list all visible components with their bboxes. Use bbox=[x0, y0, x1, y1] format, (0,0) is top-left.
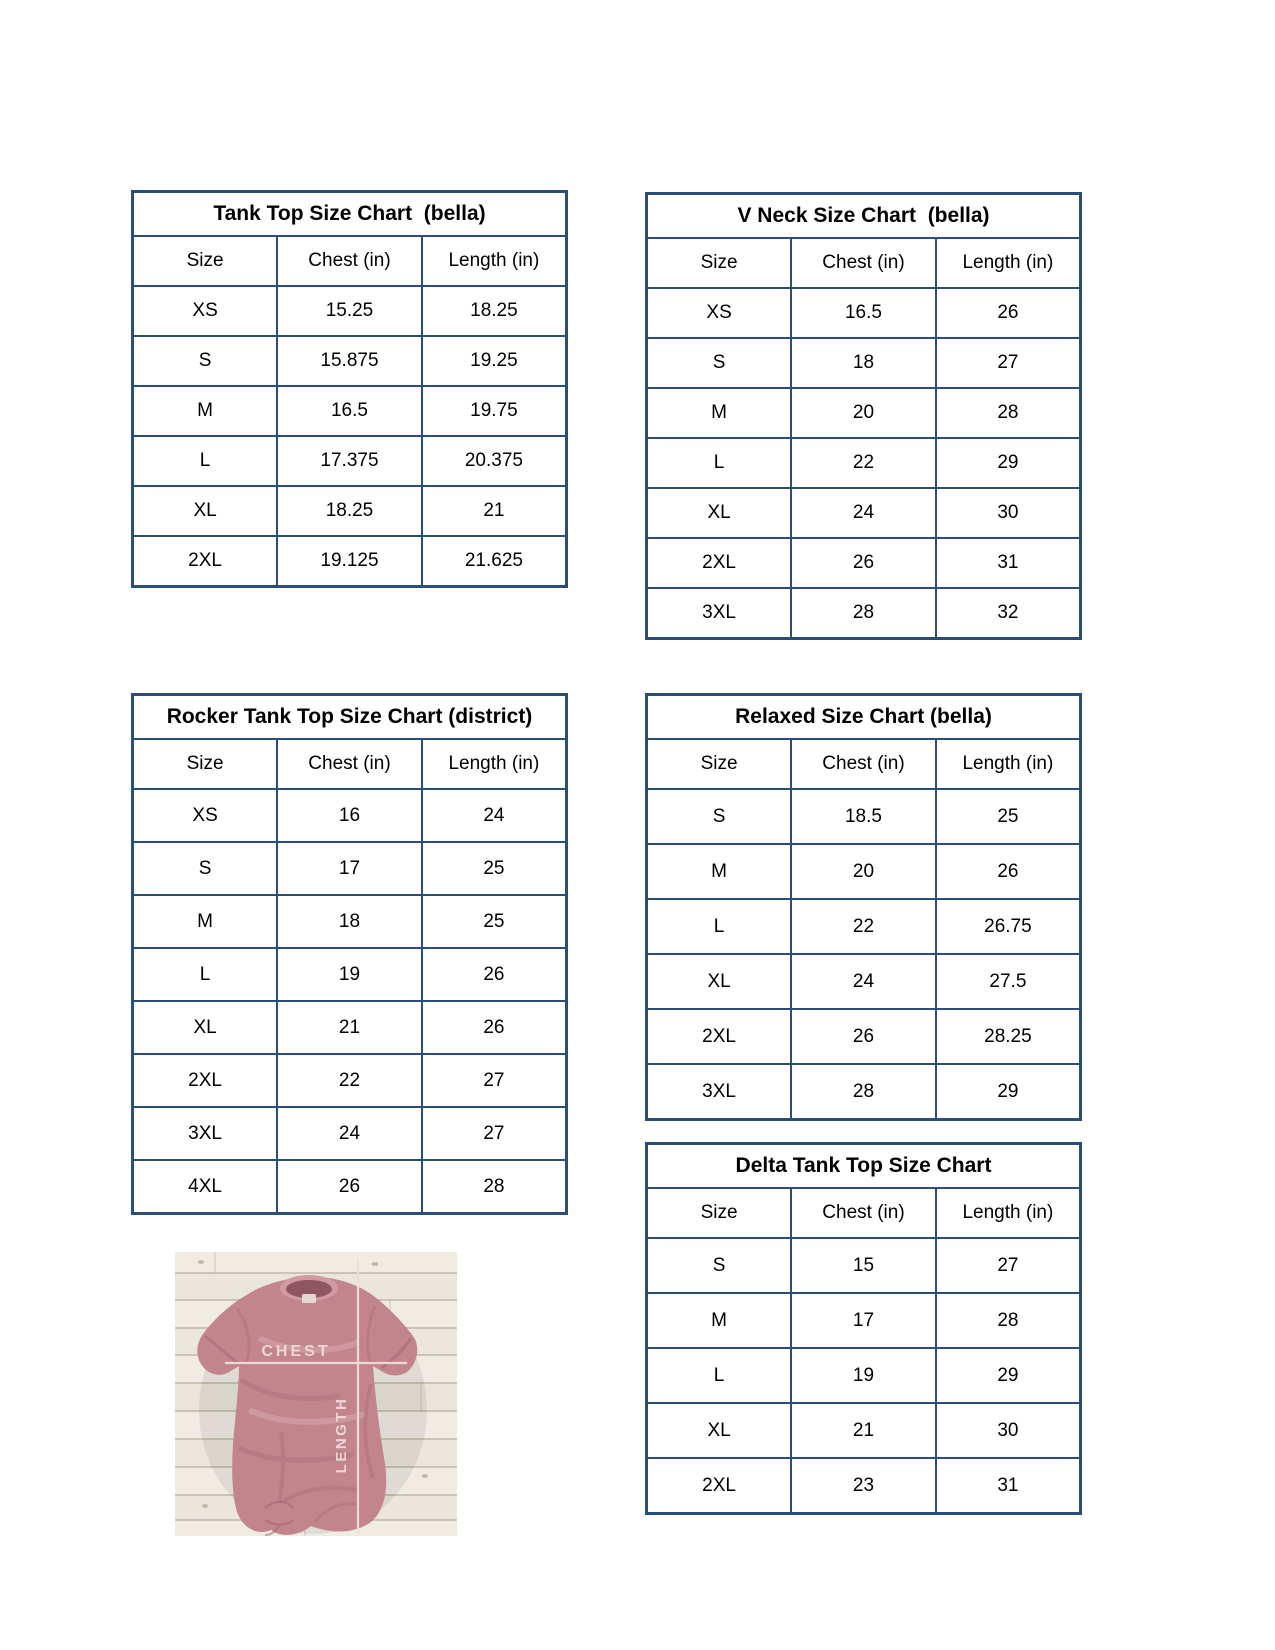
cell-length: 27 bbox=[422, 1054, 567, 1107]
cell-length: 19.75 bbox=[422, 386, 567, 436]
table-row bbox=[647, 338, 1081, 388]
table-title: Delta Tank Top Size Chart bbox=[647, 1144, 1081, 1189]
table-title-row bbox=[647, 194, 1081, 239]
cell-length: 32 bbox=[936, 588, 1081, 639]
column-header-chest: Chest (in) bbox=[277, 739, 422, 789]
cell-size: S bbox=[647, 1238, 792, 1293]
column-header-length: Length (in) bbox=[422, 236, 567, 286]
cell-length: 30 bbox=[936, 1403, 1081, 1458]
cell-size: XL bbox=[647, 488, 792, 538]
cell-size: 2XL bbox=[133, 536, 278, 587]
cell-length: 28 bbox=[936, 388, 1081, 438]
cell-chest: 23 bbox=[791, 1458, 936, 1514]
cell-size: S bbox=[133, 842, 278, 895]
cell-chest: 24 bbox=[277, 1107, 422, 1160]
column-header-length: Length (in) bbox=[422, 739, 567, 789]
table-row bbox=[133, 842, 567, 895]
cell-size: 3XL bbox=[647, 1064, 792, 1120]
cell-length: 27 bbox=[422, 1107, 567, 1160]
cell-chest: 19.125 bbox=[277, 536, 422, 587]
table-title: Tank Top Size Chart (bella) bbox=[133, 192, 567, 237]
column-header-size: Size bbox=[647, 1188, 792, 1238]
cell-length: 26 bbox=[422, 948, 567, 1001]
cell-chest: 19 bbox=[791, 1348, 936, 1403]
cell-size: 2XL bbox=[133, 1054, 278, 1107]
table-row bbox=[133, 1054, 567, 1107]
cell-size: L bbox=[133, 436, 278, 486]
cell-length: 26 bbox=[936, 844, 1081, 899]
cell-chest: 15 bbox=[791, 1238, 936, 1293]
cell-chest: 16 bbox=[277, 789, 422, 842]
cell-size: M bbox=[133, 895, 278, 948]
cell-length: 21 bbox=[422, 486, 567, 536]
column-header-length: Length (in) bbox=[936, 1188, 1081, 1238]
cell-length: 27 bbox=[936, 1238, 1081, 1293]
column-header-size: Size bbox=[133, 236, 278, 286]
cell-length: 25 bbox=[422, 842, 567, 895]
table-row bbox=[647, 538, 1081, 588]
cell-length: 30 bbox=[936, 488, 1081, 538]
cell-length: 27.5 bbox=[936, 954, 1081, 1009]
column-header-size: Size bbox=[133, 739, 278, 789]
table-title-row bbox=[133, 192, 567, 237]
neck-tag bbox=[302, 1294, 316, 1303]
cell-chest: 21 bbox=[277, 1001, 422, 1054]
cell-size: S bbox=[133, 336, 278, 386]
cell-size: L bbox=[647, 438, 792, 488]
cell-length: 21.625 bbox=[422, 536, 567, 587]
table-header-row bbox=[133, 236, 567, 286]
column-header-size: Size bbox=[647, 739, 792, 789]
table-row bbox=[133, 536, 567, 587]
cell-length: 24 bbox=[422, 789, 567, 842]
cell-length: 18.25 bbox=[422, 286, 567, 336]
size-table-relaxed bbox=[645, 693, 1082, 1121]
cell-size: S bbox=[647, 338, 792, 388]
cell-chest: 19 bbox=[277, 948, 422, 1001]
cell-chest: 21 bbox=[791, 1403, 936, 1458]
cell-size: XS bbox=[647, 288, 792, 338]
cell-length: 25 bbox=[422, 895, 567, 948]
cell-chest: 20 bbox=[791, 388, 936, 438]
table-row bbox=[133, 1107, 567, 1160]
table-row bbox=[647, 1238, 1081, 1293]
cell-size: 2XL bbox=[647, 1458, 792, 1514]
cell-chest: 15.875 bbox=[277, 336, 422, 386]
table-title: Rocker Tank Top Size Chart (district) bbox=[133, 695, 567, 740]
table-row bbox=[133, 436, 567, 486]
cell-chest: 18.25 bbox=[277, 486, 422, 536]
table-row bbox=[133, 1001, 567, 1054]
table-title: V Neck Size Chart (bella) bbox=[647, 194, 1081, 239]
table-row bbox=[647, 488, 1081, 538]
cell-size: XS bbox=[133, 286, 278, 336]
cell-size: S bbox=[647, 789, 792, 844]
table-header-row bbox=[647, 739, 1081, 789]
table-row bbox=[647, 388, 1081, 438]
table-row bbox=[647, 844, 1081, 899]
cell-chest: 18 bbox=[277, 895, 422, 948]
cell-size: XL bbox=[647, 1403, 792, 1458]
table-row bbox=[133, 286, 567, 336]
table-row bbox=[647, 1458, 1081, 1514]
cell-length: 29 bbox=[936, 1348, 1081, 1403]
table-header-row bbox=[647, 1188, 1081, 1238]
cell-size: 2XL bbox=[647, 538, 792, 588]
cell-size: XL bbox=[133, 486, 278, 536]
cell-chest: 26 bbox=[791, 538, 936, 588]
shirt-measurement-graphic bbox=[175, 1252, 457, 1536]
cell-length: 19.25 bbox=[422, 336, 567, 386]
cell-size: L bbox=[133, 948, 278, 1001]
table-header-row bbox=[647, 238, 1081, 288]
cell-chest: 24 bbox=[791, 954, 936, 1009]
cell-length: 31 bbox=[936, 1458, 1081, 1514]
cell-size: L bbox=[647, 899, 792, 954]
cell-chest: 18 bbox=[791, 338, 936, 388]
cell-size: M bbox=[133, 386, 278, 436]
table-header-row bbox=[133, 739, 567, 789]
table-row bbox=[647, 789, 1081, 844]
cell-size: M bbox=[647, 1293, 792, 1348]
chest-label: CHEST bbox=[261, 1343, 331, 1360]
cell-size: 2XL bbox=[647, 1009, 792, 1064]
cell-chest: 15.25 bbox=[277, 286, 422, 336]
cell-chest: 20 bbox=[791, 844, 936, 899]
cell-chest: 26 bbox=[277, 1160, 422, 1214]
table-row bbox=[133, 1160, 567, 1214]
column-header-chest: Chest (in) bbox=[791, 739, 936, 789]
cell-size: 3XL bbox=[647, 588, 792, 639]
table-row bbox=[133, 789, 567, 842]
table-row bbox=[647, 899, 1081, 954]
table-row bbox=[647, 288, 1081, 338]
column-header-chest: Chest (in) bbox=[277, 236, 422, 286]
cell-length: 20.375 bbox=[422, 436, 567, 486]
cell-chest: 24 bbox=[791, 488, 936, 538]
cell-length: 26 bbox=[936, 288, 1081, 338]
cell-size: L bbox=[647, 1348, 792, 1403]
cell-length: 28.25 bbox=[936, 1009, 1081, 1064]
table-row bbox=[647, 1293, 1081, 1348]
cell-length: 31 bbox=[936, 538, 1081, 588]
cell-length: 29 bbox=[936, 1064, 1081, 1120]
cell-chest: 28 bbox=[791, 588, 936, 639]
cell-size: XL bbox=[647, 954, 792, 1009]
cell-size: XS bbox=[133, 789, 278, 842]
cell-chest: 17 bbox=[277, 842, 422, 895]
size-table-v-neck bbox=[645, 192, 1082, 640]
column-header-size: Size bbox=[647, 238, 792, 288]
cell-length: 26 bbox=[422, 1001, 567, 1054]
column-header-chest: Chest (in) bbox=[791, 238, 936, 288]
table-title-row bbox=[647, 695, 1081, 740]
cell-chest: 22 bbox=[277, 1054, 422, 1107]
table-title: Relaxed Size Chart (bella) bbox=[647, 695, 1081, 740]
cell-chest: 22 bbox=[791, 899, 936, 954]
cell-length: 26.75 bbox=[936, 899, 1081, 954]
table-row bbox=[133, 948, 567, 1001]
cell-size: XL bbox=[133, 1001, 278, 1054]
cell-length: 25 bbox=[936, 789, 1081, 844]
cell-size: 3XL bbox=[133, 1107, 278, 1160]
table-row bbox=[133, 336, 567, 386]
cell-chest: 16.5 bbox=[277, 386, 422, 436]
column-header-chest: Chest (in) bbox=[791, 1188, 936, 1238]
cell-size: M bbox=[647, 844, 792, 899]
cell-length: 28 bbox=[936, 1293, 1081, 1348]
table-row bbox=[133, 386, 567, 436]
size-table-rocker-tank bbox=[131, 693, 568, 1215]
table-title-row bbox=[647, 1144, 1081, 1189]
table-row bbox=[133, 486, 567, 536]
table-row bbox=[647, 438, 1081, 488]
cell-size: 4XL bbox=[133, 1160, 278, 1214]
cell-chest: 17.375 bbox=[277, 436, 422, 486]
cell-chest: 16.5 bbox=[791, 288, 936, 338]
cell-size: M bbox=[647, 388, 792, 438]
table-row bbox=[647, 954, 1081, 1009]
cell-chest: 22 bbox=[791, 438, 936, 488]
shirt-graphic bbox=[197, 1275, 427, 1535]
cell-chest: 17 bbox=[791, 1293, 936, 1348]
cell-chest: 26 bbox=[791, 1009, 936, 1064]
cell-chest: 28 bbox=[791, 1064, 936, 1120]
table-row bbox=[647, 1009, 1081, 1064]
table-row bbox=[647, 1064, 1081, 1120]
table-title-row bbox=[133, 695, 567, 740]
table-row bbox=[647, 1403, 1081, 1458]
table-row bbox=[647, 1348, 1081, 1403]
size-table-delta-tank bbox=[645, 1142, 1082, 1515]
cell-chest: 18.5 bbox=[791, 789, 936, 844]
cell-length: 29 bbox=[936, 438, 1081, 488]
column-header-length: Length (in) bbox=[936, 739, 1081, 789]
shirt-measurement-photo bbox=[175, 1252, 457, 1536]
length-label: LENGTH bbox=[333, 1396, 350, 1474]
cell-length: 28 bbox=[422, 1160, 567, 1214]
size-table-tank-top bbox=[131, 190, 568, 588]
table-row bbox=[647, 588, 1081, 639]
cell-length: 27 bbox=[936, 338, 1081, 388]
column-header-length: Length (in) bbox=[936, 238, 1081, 288]
table-row bbox=[133, 895, 567, 948]
